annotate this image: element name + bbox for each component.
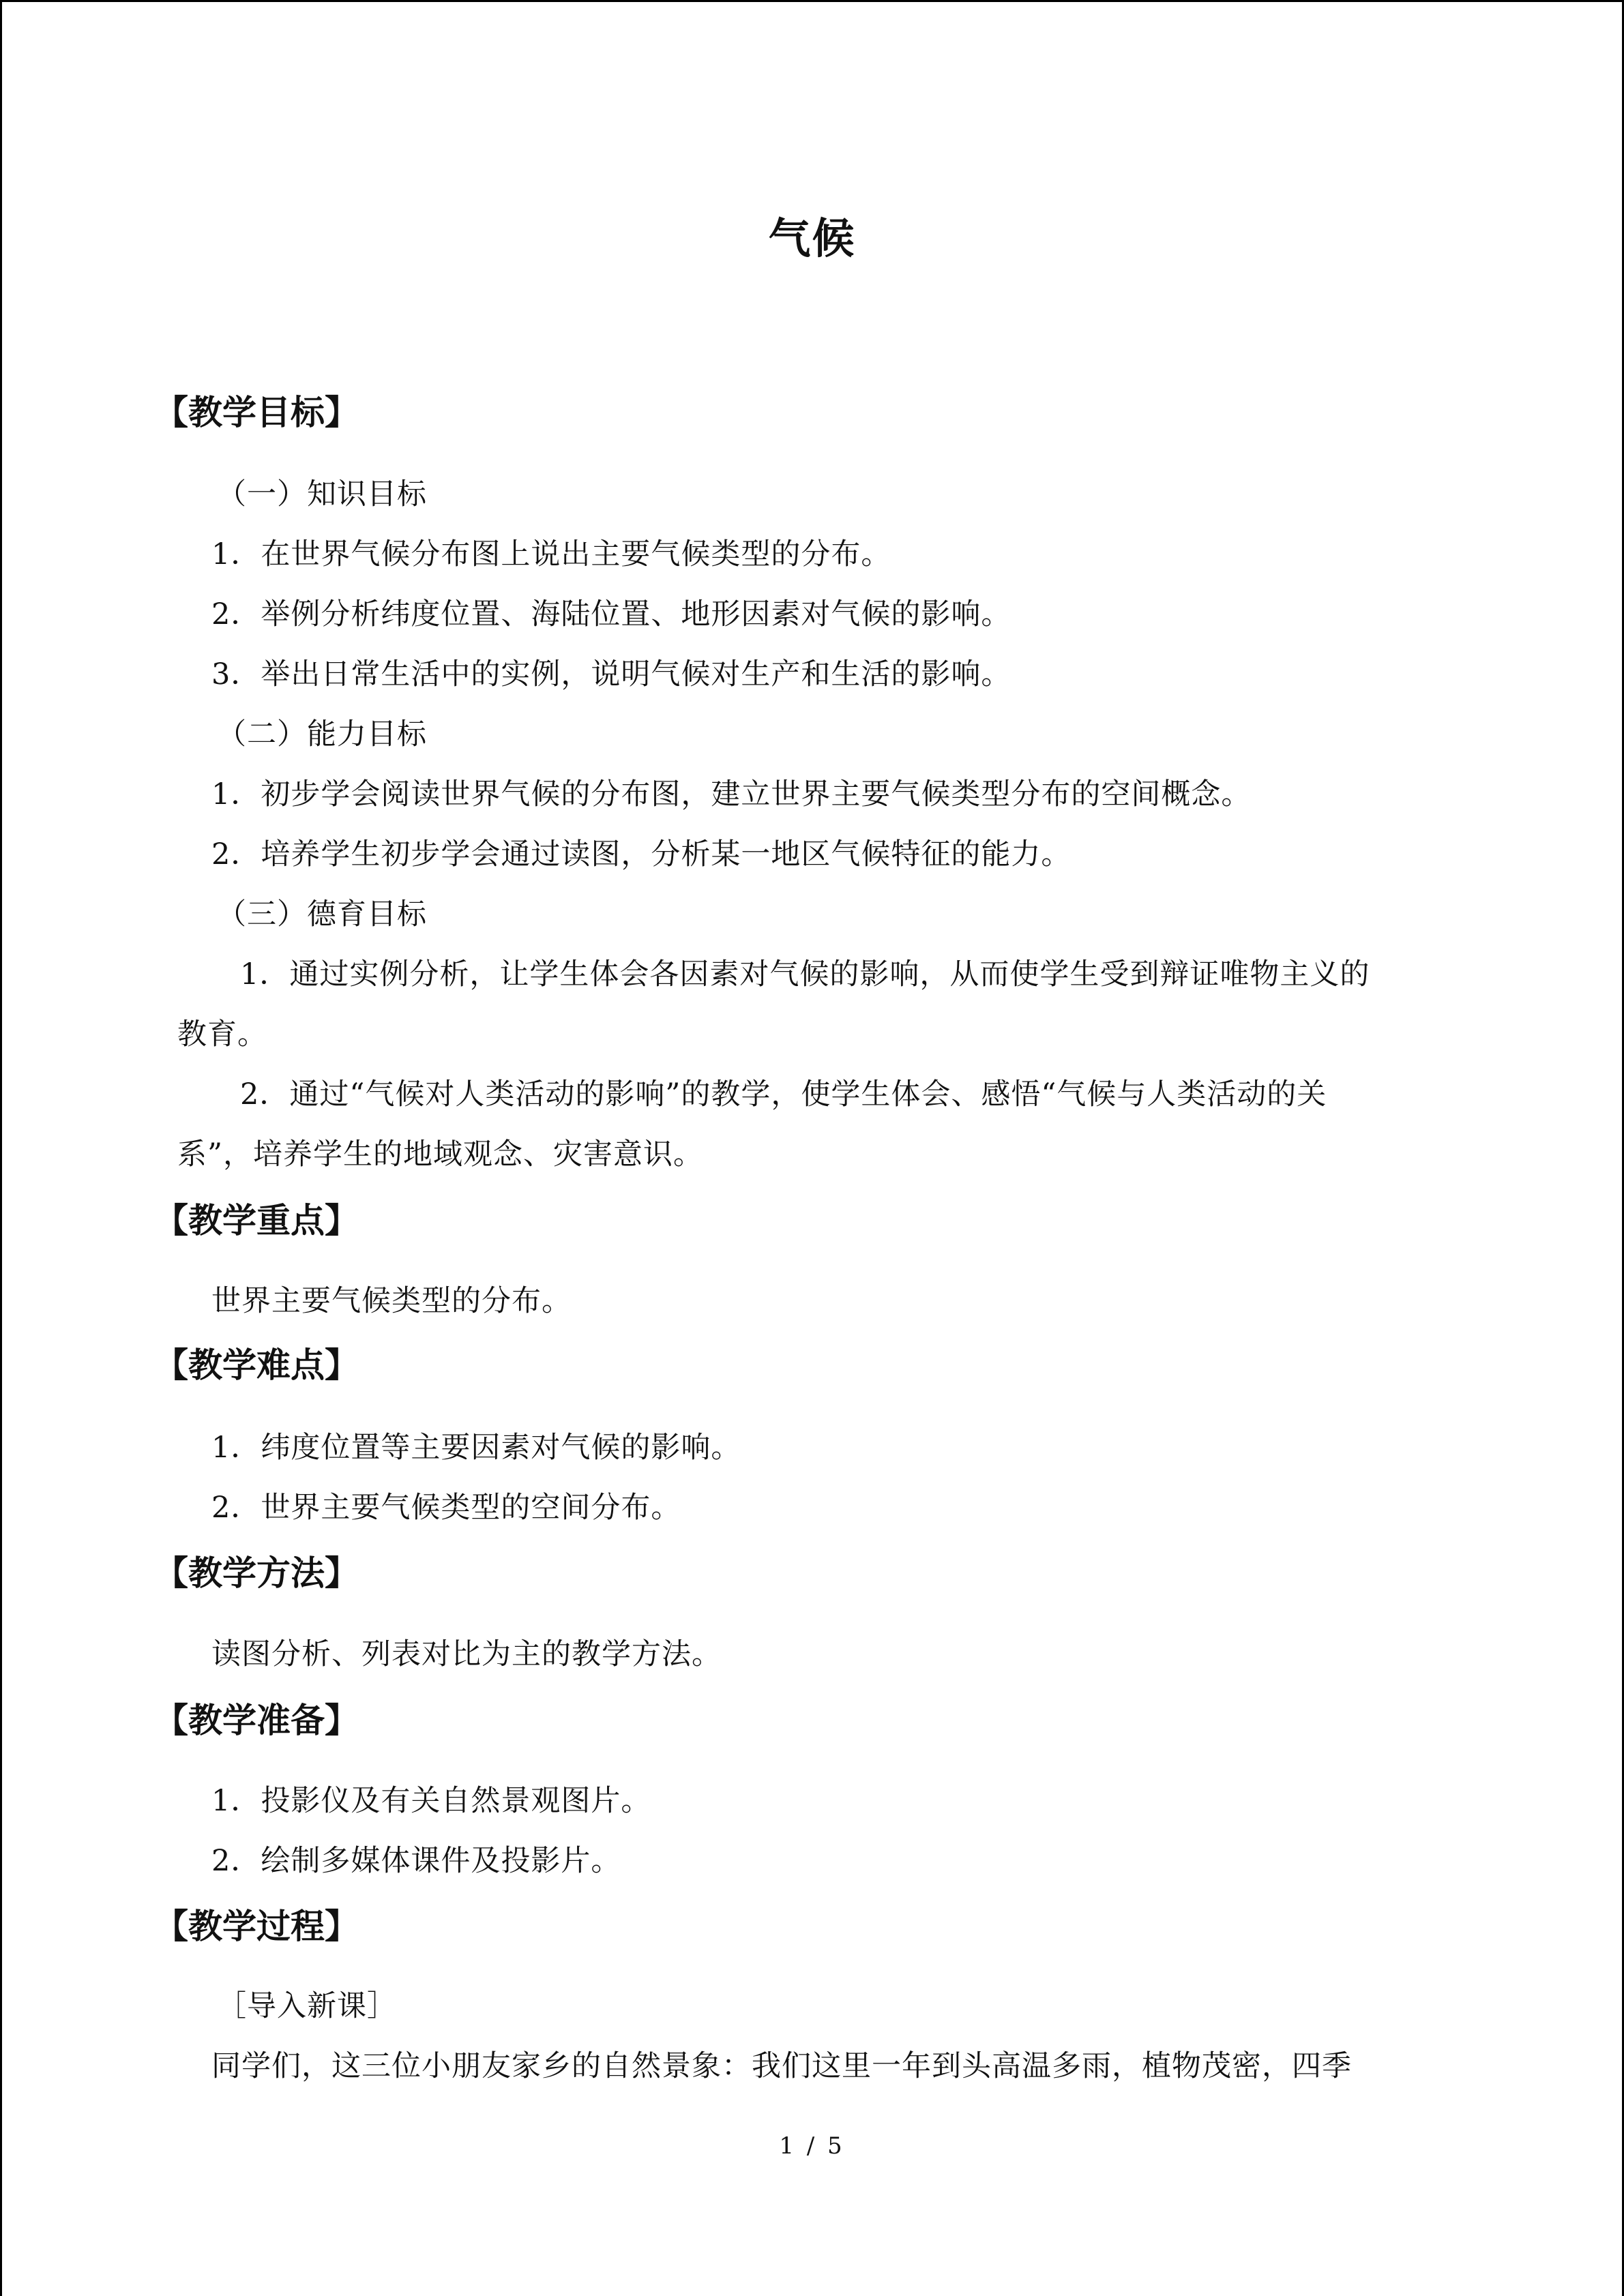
- page-indicator: 1 / 5: [779, 2132, 845, 2160]
- key-points-text: 世界主要气候类型的分布。: [211, 1284, 572, 1318]
- intro-label: ［导入新课］: [217, 1989, 397, 2023]
- ability-goals-heading: （二）能力目标: [217, 717, 427, 751]
- preparation-item: 2．绘制多媒体课件及投影片。: [211, 1844, 621, 1878]
- preparation-item: 1．投影仪及有关自然景观图片。: [211, 1784, 651, 1818]
- moral-goal-item-line: 教育。: [177, 1017, 267, 1052]
- section-heading-preparation: 【教学准备】: [154, 1701, 359, 1740]
- section-heading-methods: 【教学方法】: [154, 1553, 359, 1593]
- methods-text: 读图分析、列表对比为主的教学方法。: [211, 1637, 722, 1671]
- document-title: 气候: [768, 213, 856, 263]
- knowledge-goal-item: 1．在世界气候分布图上说出主要气候类型的分布。: [211, 537, 891, 571]
- section-heading-difficulties: 【教学难点】: [154, 1345, 359, 1385]
- ability-goal-item: 2．培养学生初步学会通过读图，分析某一地区气候特征的能力。: [211, 837, 1072, 871]
- knowledge-goal-item: 3．举出日常生活中的实例，说明气候对生产和生活的影响。: [211, 657, 1012, 691]
- moral-goal-item-line: 2．通过“气候对人类活动的影响”的教学，使学生体会、感悟“气候与人类活动的关: [240, 1077, 1327, 1112]
- moral-goal-item-line: 1．通过实例分析，让学生体会各因素对气候的影响，从而使学生受到辩证唯物主义的: [240, 957, 1370, 992]
- section-heading-key-points: 【教学重点】: [154, 1201, 359, 1240]
- ability-goal-item: 1．初步学会阅读世界气候的分布图，建立世界主要气候类型分布的空间概念。: [211, 777, 1252, 811]
- intro-text: 同学们，这三位小朋友家乡的自然景象：我们这里一年到头高温多雨，植物茂密，四季: [211, 2049, 1352, 2083]
- moral-goals-heading: （三）德育目标: [217, 897, 427, 931]
- difficulty-item: 1．纬度位置等主要因素对气候的影响。: [211, 1431, 741, 1465]
- moral-goal-item-line: 系”，培养学生的地域观念、灾害意识。: [177, 1137, 703, 1172]
- page-border-top: [0, 0, 1624, 2]
- section-heading-process: 【教学过程】: [154, 1907, 359, 1946]
- section-heading-goals: 【教学目标】: [154, 393, 359, 432]
- knowledge-goal-item: 2．举例分析纬度位置、海陆位置、地形因素对气候的影响。: [211, 597, 1012, 631]
- difficulty-item: 2．世界主要气候类型的空间分布。: [211, 1491, 681, 1525]
- page-border-left: [0, 0, 2, 2296]
- knowledge-goals-heading: （一）知识目标: [217, 477, 427, 511]
